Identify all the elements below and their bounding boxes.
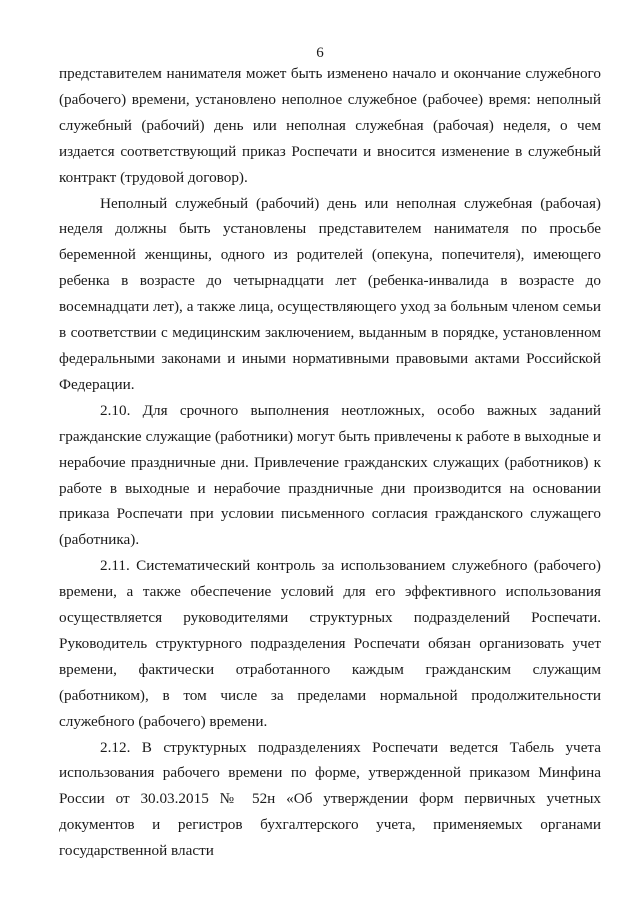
paragraph-part-time-work: Неполный служебный (рабочий) день или неполная служебная (рабочая) неделя должны быть установлены представителем нанимателя по просьбе беременной женщины, одного из родителей (опекуна, попечителя), имеющего ребенка в возрасте до четырнадцати лет (ребенка-инвалида в возрасте до восемнадцати лет), а также лица, осуществляющего уход за больным членом семьи в соответствии с медицинским заключением, выданным в порядке, установленном федеральными законами и иными нормативными правовыми актами Российской Федерации. [59,194,601,393]
paragraph-continuation: представителем нанимателя может быть изменено начало и окончание служебного (рабочего) времени, установлено неполное служебное (рабочее) время: неполный служебный (рабочий) день или неполная служебная (рабочая) неделя, о чем издается соответствующий приказ Роспечати и вносится изменение в служебный контракт (трудовой договор). [59,65,601,186]
paragraph-clause-2-11: 2.11. Систематический контроль за использованием служебного (рабочего) времени, а также обеспечение условий для его эффективного использования осуществляется руководителями структурных подразделений Роспечати. Руководитель структурного подразделения Роспечати обязан организовать учет времени, фактически отработанного каждым гражданским служащим (работником), в том числе за пределами нормальной продолжительности служебного (рабочего) времени. [59,557,601,730]
paragraph-clause-2-10: 2.10. Для срочного выполнения неотложных, особо важных заданий гражданские служащие (работники) могут быть привлечены к работе в выходные и нерабочие праздничные дни. Привлечение гражданских служащих (работников) к работе в выходные и нерабочие праздничные дни производится на основании приказа Роспечати при условии письменного согласия гражданского служащего (работника). [59,401,601,549]
paragraph-clause-2-12: 2.12. В структурных подразделениях Роспечати ведется Табель учета использования рабочего времени по форме, утвержденной приказом Минфина России от 30.03.2015 № 52н «Об утверждении форм первичных учетных документов и регистров бухгалтерского учета, применяемых органами государственной власти [59,738,601,860]
page-number: 6 [316,45,324,61]
document-body [59,61,601,864]
